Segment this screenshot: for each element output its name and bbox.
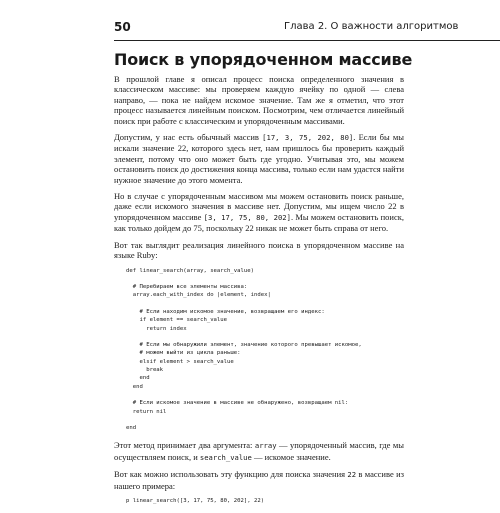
paragraph-5-text-b: — упорядоченный массив, где мы осуществляем поиск, и — [114, 440, 404, 462]
page-body — [114, 74, 404, 513]
paragraph-6 — [114, 469, 404, 491]
inline-code-value-22: 22 — [347, 470, 357, 480]
inline-code-search-value-arg: search_value — [199, 452, 252, 462]
paragraph-6-text-b: в массиве из нашего примера: — [114, 469, 404, 491]
paragraph-3-text-b: . Мы можем остановить поиск, как только дойдем до 75, поскольку 22 никак не может быть справа от него. — [114, 211, 404, 234]
paragraph-2-text-a: Допустим, у нас есть обычный массив — [114, 132, 263, 143]
inline-code-array-arg: array — [254, 441, 277, 451]
paragraph-2 — [114, 132, 404, 185]
inline-code-array-1: [17, 3, 75, 202, 80] — [262, 133, 354, 143]
code-block-call-example: p linear_search([3, 17, 75, 80, 202], 22) — [126, 498, 265, 505]
paragraph-5 — [114, 440, 404, 463]
paragraph-2-text-b: . Если бы мы искали значение 22, которого здесь нет, нам пришлось бы проверить каждый элемент, потому что оно может быть где угодно. Учитывая это, мы можем остановить поиск до достижения конца массива, только если нам удастся найти нужное значение до этого момента. — [114, 132, 404, 185]
paragraph-1: В прошлой главе я описал процесс поиска определенного значения в классическом массиве: мы проверяем каждую ячейку по одной — слева направо, — пока не найдем искомое значение. Там же я отметил, что этот процесс называется линейным поиском. Посмотрим, чем отличается линейный поиск при работе с классическим и упорядоченным массивами. — [114, 74, 404, 126]
page-number: 50 — [114, 20, 131, 34]
chapter-title: Глава 2. О важности алгоритмов — [284, 21, 459, 32]
section-title: Поиск в упорядоченном массиве — [114, 50, 413, 69]
paragraph-3-text-a: Но в случае с упорядоченным массивом мы можем остановить поиск раньше, даже если искомого значения в массиве нет. Допустим, мы ищем число 22 в упорядоченном массиве — [114, 191, 404, 222]
paragraph-5-text-c: — искомое значение. — [251, 451, 331, 462]
paragraph-3 — [114, 191, 404, 234]
running-header — [114, 18, 459, 38]
paragraph-6-text-a: Вот как можно использовать эту функцию для поиска значения — [114, 469, 348, 480]
paragraph-4: Вот так выглядит реализация линейного поиска в упорядоченном массиве на языке Ruby: — [114, 239, 404, 261]
inline-code-array-2: [3, 17, 75, 80, 202] — [203, 212, 291, 222]
header-rule — [114, 40, 500, 41]
paragraph-5-text-a: Этот метод принимает два аргумента: — [114, 440, 255, 451]
code-block-linear-search: def linear_search(array, search_value) # Перебираем все элементы массива: array.each_with_index do |element, index| # Если находим искомое значение, возвращаем его индекс: if element == search_value return index # Если мы обнаружили элемент, значение которого превышает искомое, # можем выйти из цикла раньше: elsif element > search_value break end end # Если искомое значение в массиве не обнаружено, возвращаем nil: return nil end — [126, 267, 362, 432]
